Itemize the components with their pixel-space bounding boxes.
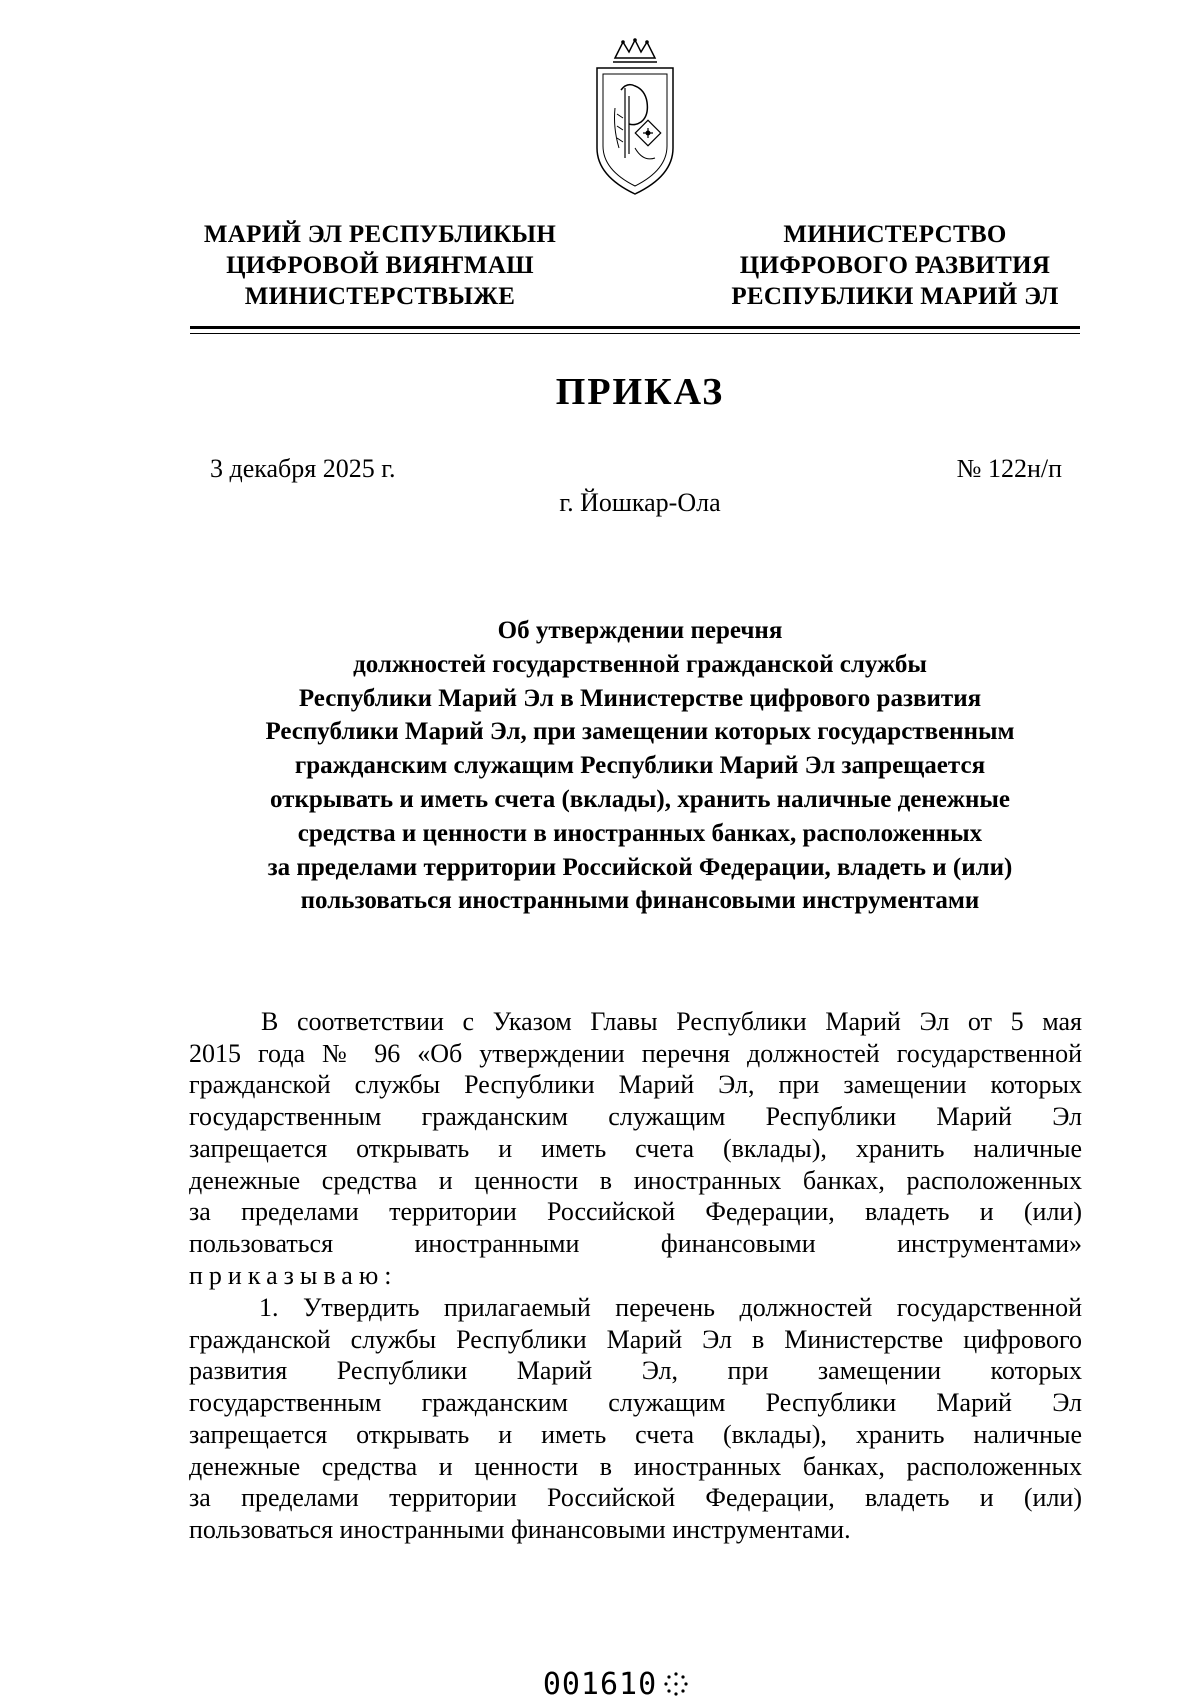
header-divider-thick [190, 326, 1080, 329]
preamble-line: за пределами территории Российской Федерации, владеть и (или) [189, 1197, 1082, 1227]
document-city: г. Йошкар-Ола [559, 488, 721, 517]
subject-line: Республики Марий Эл, при замещении которых государственным [265, 718, 1015, 746]
item-1-line: гражданской службы Республики Марий Эл в Министерстве цифрового [189, 1324, 1082, 1354]
subject-line: Об утверждении перечня [497, 617, 783, 644]
item-1-line: запрещается открывать и иметь счета (вклады), хранить наличные [189, 1419, 1082, 1449]
header-left-line: МАРИЙ ЭЛ РЕСПУБЛИКЫН [203, 221, 557, 248]
header-left-line: МИНИСТЕРСТВЫЖЕ [244, 283, 516, 310]
subject-line: должностей государственной гражданской службы [353, 650, 927, 678]
preamble-line: денежные средства и ценности в иностранных банках, расположенных [189, 1165, 1082, 1195]
document-date: 3 декабря 2025 г. [210, 454, 396, 483]
order-subject [0, 614, 1200, 918]
order-word: приказываю: [189, 1260, 398, 1290]
item-1-line: 1. Утвердить прилагаемый перечень должностей государственной [259, 1293, 1082, 1322]
preamble-line: запрещается открывать и иметь счета (вклады), хранить наличные [189, 1133, 1082, 1163]
subject-line: пользоваться иностранными финансовыми инструментами [300, 887, 980, 915]
document-serial-number: 001610 [542, 1667, 658, 1702]
dotted-stamp-mark [662, 1670, 690, 1698]
preamble-paragraph [189, 1006, 1082, 1291]
preamble-line: 2015 года № 96 «Об утверждении перечня должностей государственной [189, 1038, 1082, 1068]
preamble-line: гражданской службы Республики Марий Эл, при замещении которых [189, 1070, 1082, 1100]
item-1-line: государственным гражданским служащим Республики Марий Эл [189, 1388, 1082, 1418]
item-1-line: за пределами территории Российской Федерации, владеть и (или) [189, 1483, 1082, 1513]
header-right-line: РЕСПУБЛИКИ МАРИЙ ЭЛ [731, 283, 1059, 310]
header-mari-name [185, 219, 575, 312]
header-russian-name [700, 219, 1090, 312]
item-1-line: пользоваться иностранными финансовыми инструментами. [189, 1514, 851, 1544]
header-left-line: ЦИФРОВОЙ ВИЯҤМАШ [226, 252, 534, 279]
preamble-line: государственным гражданским служащим Республики Марий Эл [189, 1102, 1082, 1132]
preamble-line: пользоваться иностранными финансовыми инструментами» [189, 1228, 1082, 1258]
header-right-line: МИНИСТЕРСТВО [783, 221, 1007, 248]
preamble-line: В соответствии с Указом Главы Республики Марий Эл от 5 мая [261, 1007, 1082, 1036]
subject-line: Республики Марий Эл в Министерстве цифрового развития [298, 684, 982, 712]
subject-line: средства и ценности в иностранных банках, расположенных [297, 819, 983, 847]
item-1-line: денежные средства и ценности в иностранных банках, расположенных [189, 1451, 1082, 1481]
subject-line: гражданским служащим Республики Марий Эл запрещается [294, 752, 986, 780]
header-divider-thin [190, 333, 1080, 334]
item-1-line: развития Республики Марий Эл, при замещении которых [189, 1356, 1082, 1386]
header-right-line: ЦИФРОВОГО РАЗВИТИЯ [739, 252, 1051, 279]
item-1-paragraph [189, 1292, 1082, 1546]
coat-of-arms-emblem [585, 38, 685, 198]
document-type-title: ПРИКАЗ [555, 371, 725, 413]
subject-line: открывать и иметь счета (вклады), хранить наличные денежные [270, 785, 1010, 813]
subject-line: за пределами территории Российской Федерации, владеть и (или) [267, 853, 1013, 881]
document-number: № 122н/п [956, 454, 1062, 483]
